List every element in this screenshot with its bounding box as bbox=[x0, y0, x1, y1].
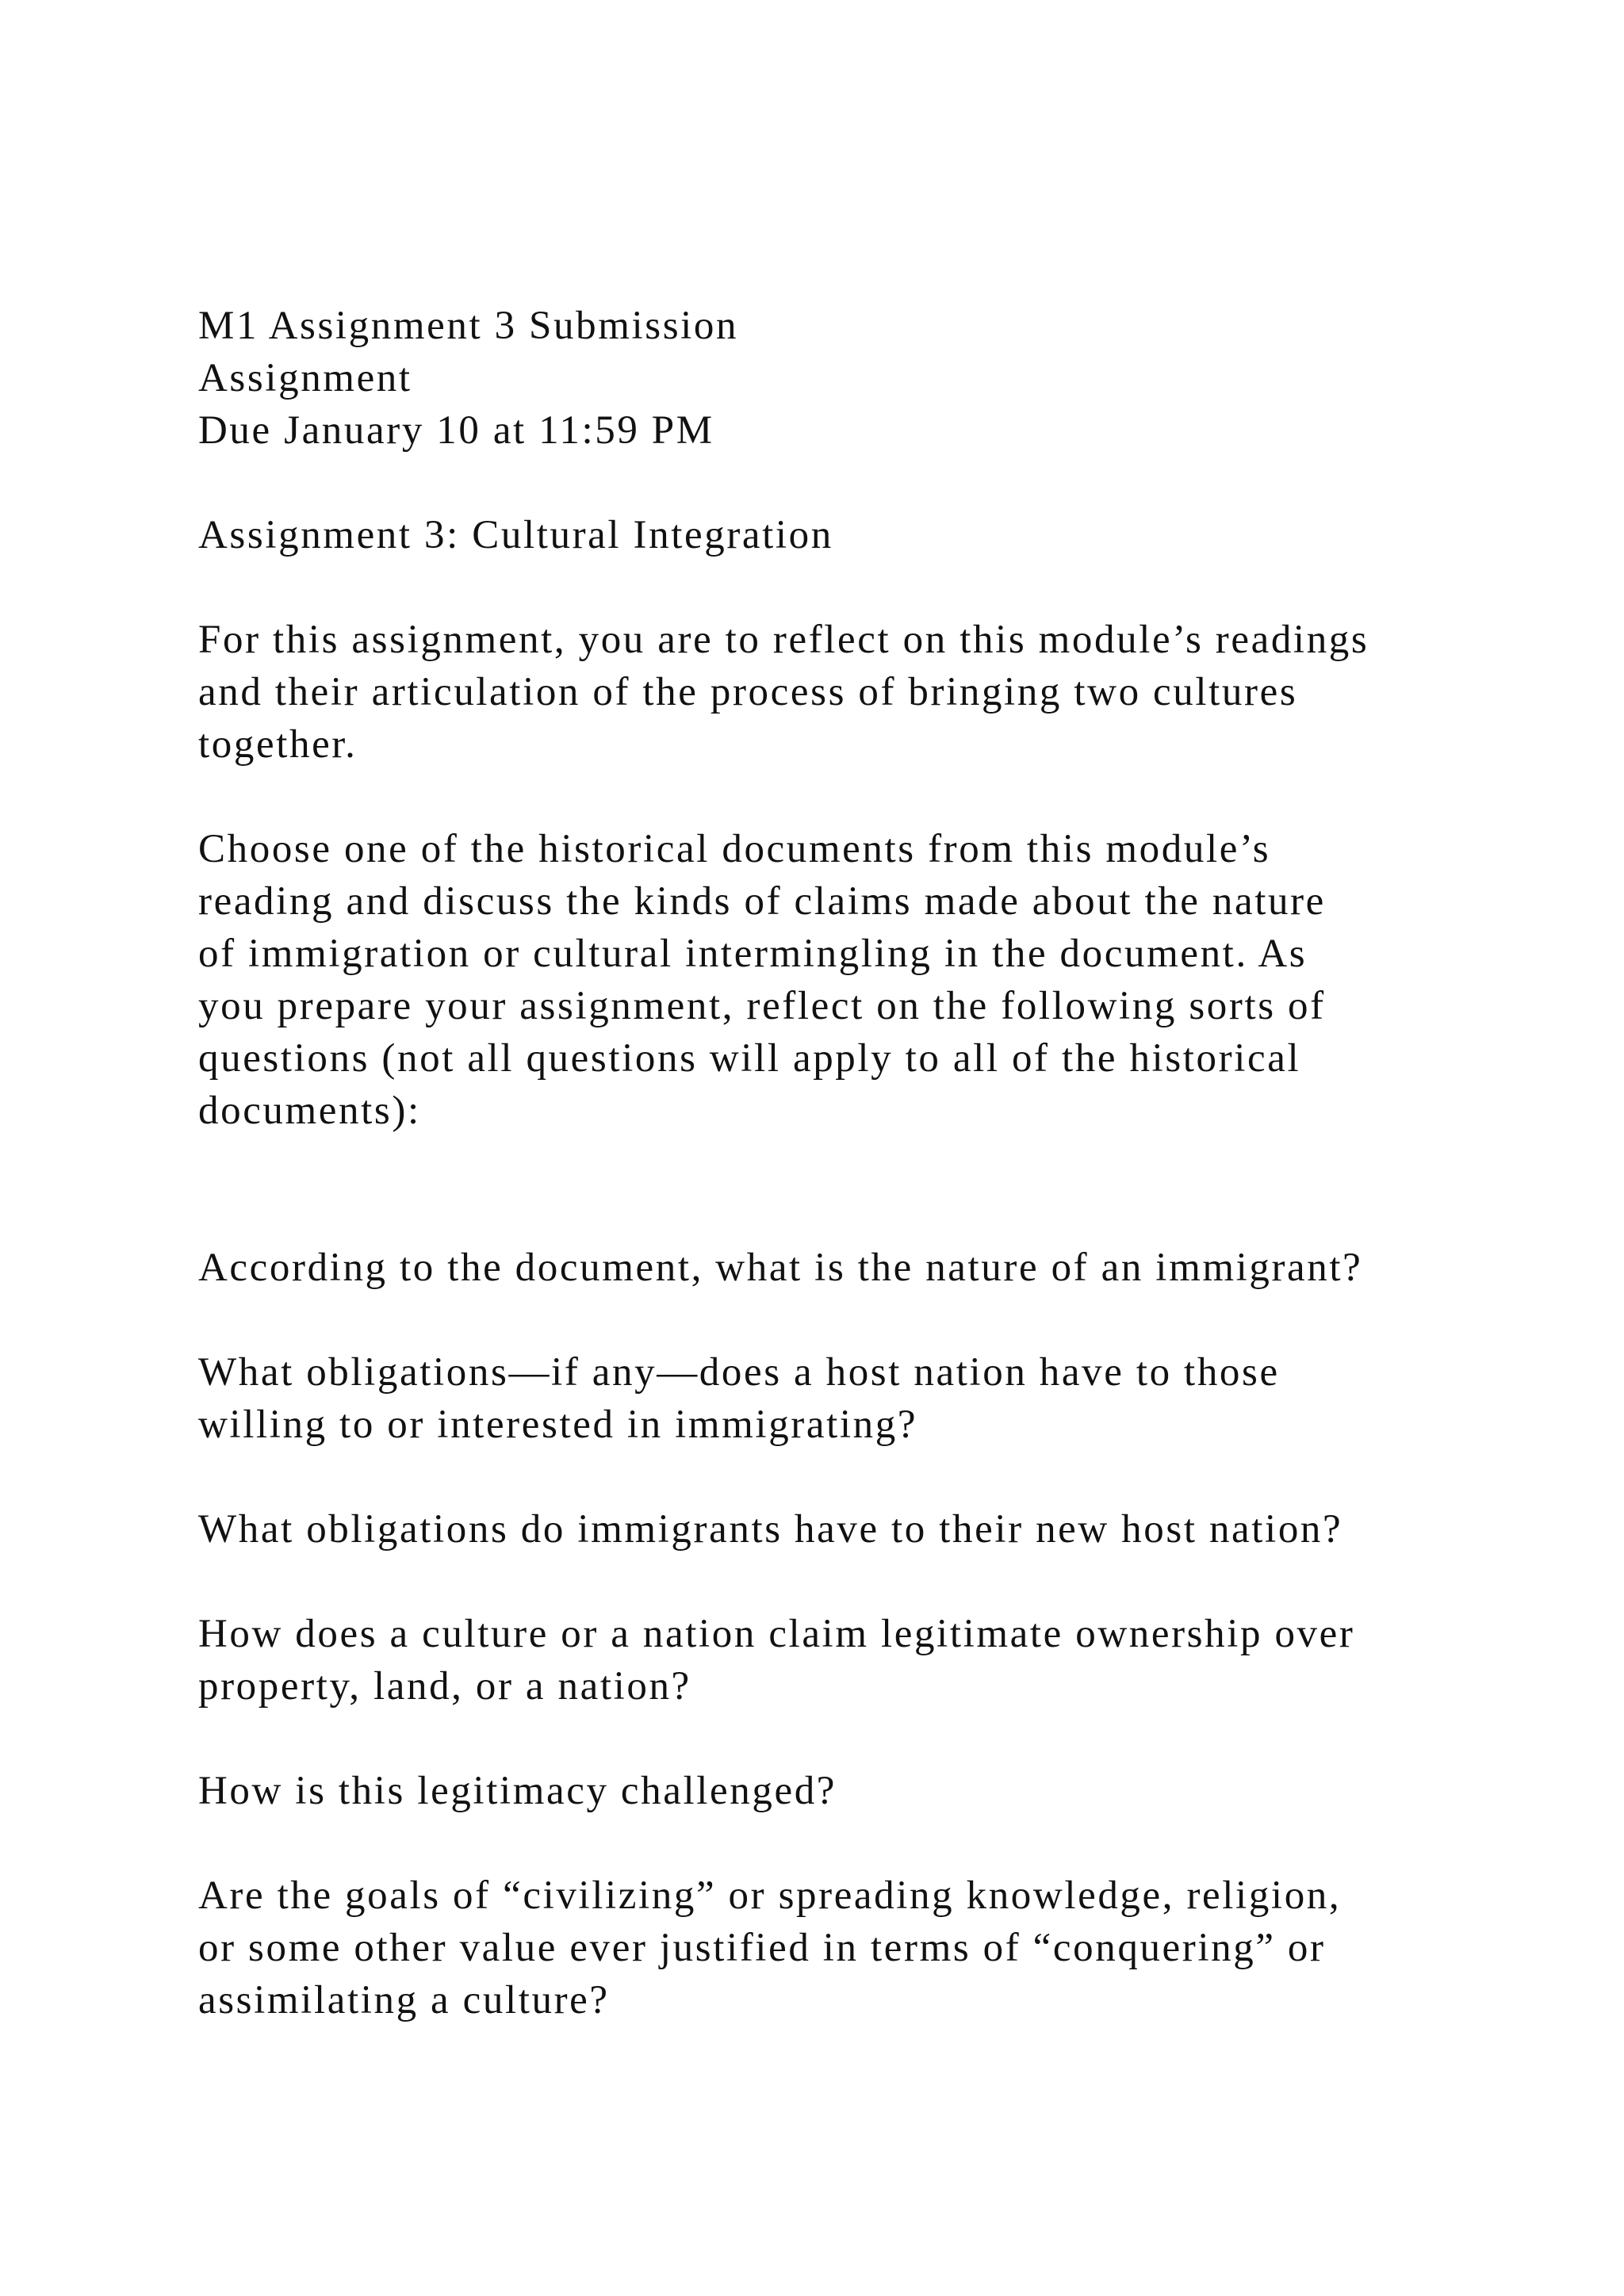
question-ownership-claim-cont: property, land, or a nation? bbox=[198, 1664, 691, 1709]
question-host-obligations: What obligations—if any—does a host nation have to those bbox=[198, 1350, 1280, 1395]
question-immigrant-obligations: What obligations do immigrants have to their new host nation? bbox=[198, 1507, 1343, 1552]
assignment-type-label: Assignment bbox=[198, 356, 412, 400]
instructions-line: Choose one of the historical documents from this module’s bbox=[198, 827, 1271, 871]
question-civilizing-goals-cont: assimilating a culture? bbox=[198, 1978, 610, 2022]
intro-line: For this assignment, you are to reflect on this module’s readings bbox=[198, 618, 1369, 662]
question-host-obligations-cont: willing to or interested in immigrating? bbox=[198, 1402, 918, 1447]
assignment-heading: Assignment 3: Cultural Integration bbox=[198, 513, 833, 557]
question-ownership-claim: How does a culture or a nation claim legitimate ownership over bbox=[198, 1612, 1355, 1656]
due-date: Due January 10 at 11:59 PM bbox=[198, 408, 714, 453]
assignment-submission-title: M1 Assignment 3 Submission bbox=[198, 304, 739, 348]
question-civilizing-goals-cont: or some other value ever justified in terms of “conquering” or bbox=[198, 1926, 1326, 1970]
question-legitimacy-challenged: How is this legitimacy challenged? bbox=[198, 1769, 837, 1813]
instructions-line: you prepare your assignment, reflect on the following sorts of bbox=[198, 984, 1326, 1028]
instructions-line: reading and discuss the kinds of claims made about the nature bbox=[198, 879, 1326, 924]
instructions-line: of immigration or cultural intermingling in the document. As bbox=[198, 932, 1308, 976]
instructions-line: questions (not all questions will apply to all of the historical bbox=[198, 1036, 1301, 1081]
question-immigrant-nature: According to the document, what is the nature of an immigrant? bbox=[198, 1246, 1363, 1290]
question-civilizing-goals: Are the goals of “civilizing” or spreading knowledge, religion, bbox=[198, 1873, 1342, 1918]
intro-line: together. bbox=[198, 722, 358, 767]
instructions-line: documents): bbox=[198, 1089, 421, 1133]
intro-line: and their articulation of the process of bringing two cultures bbox=[198, 670, 1298, 714]
